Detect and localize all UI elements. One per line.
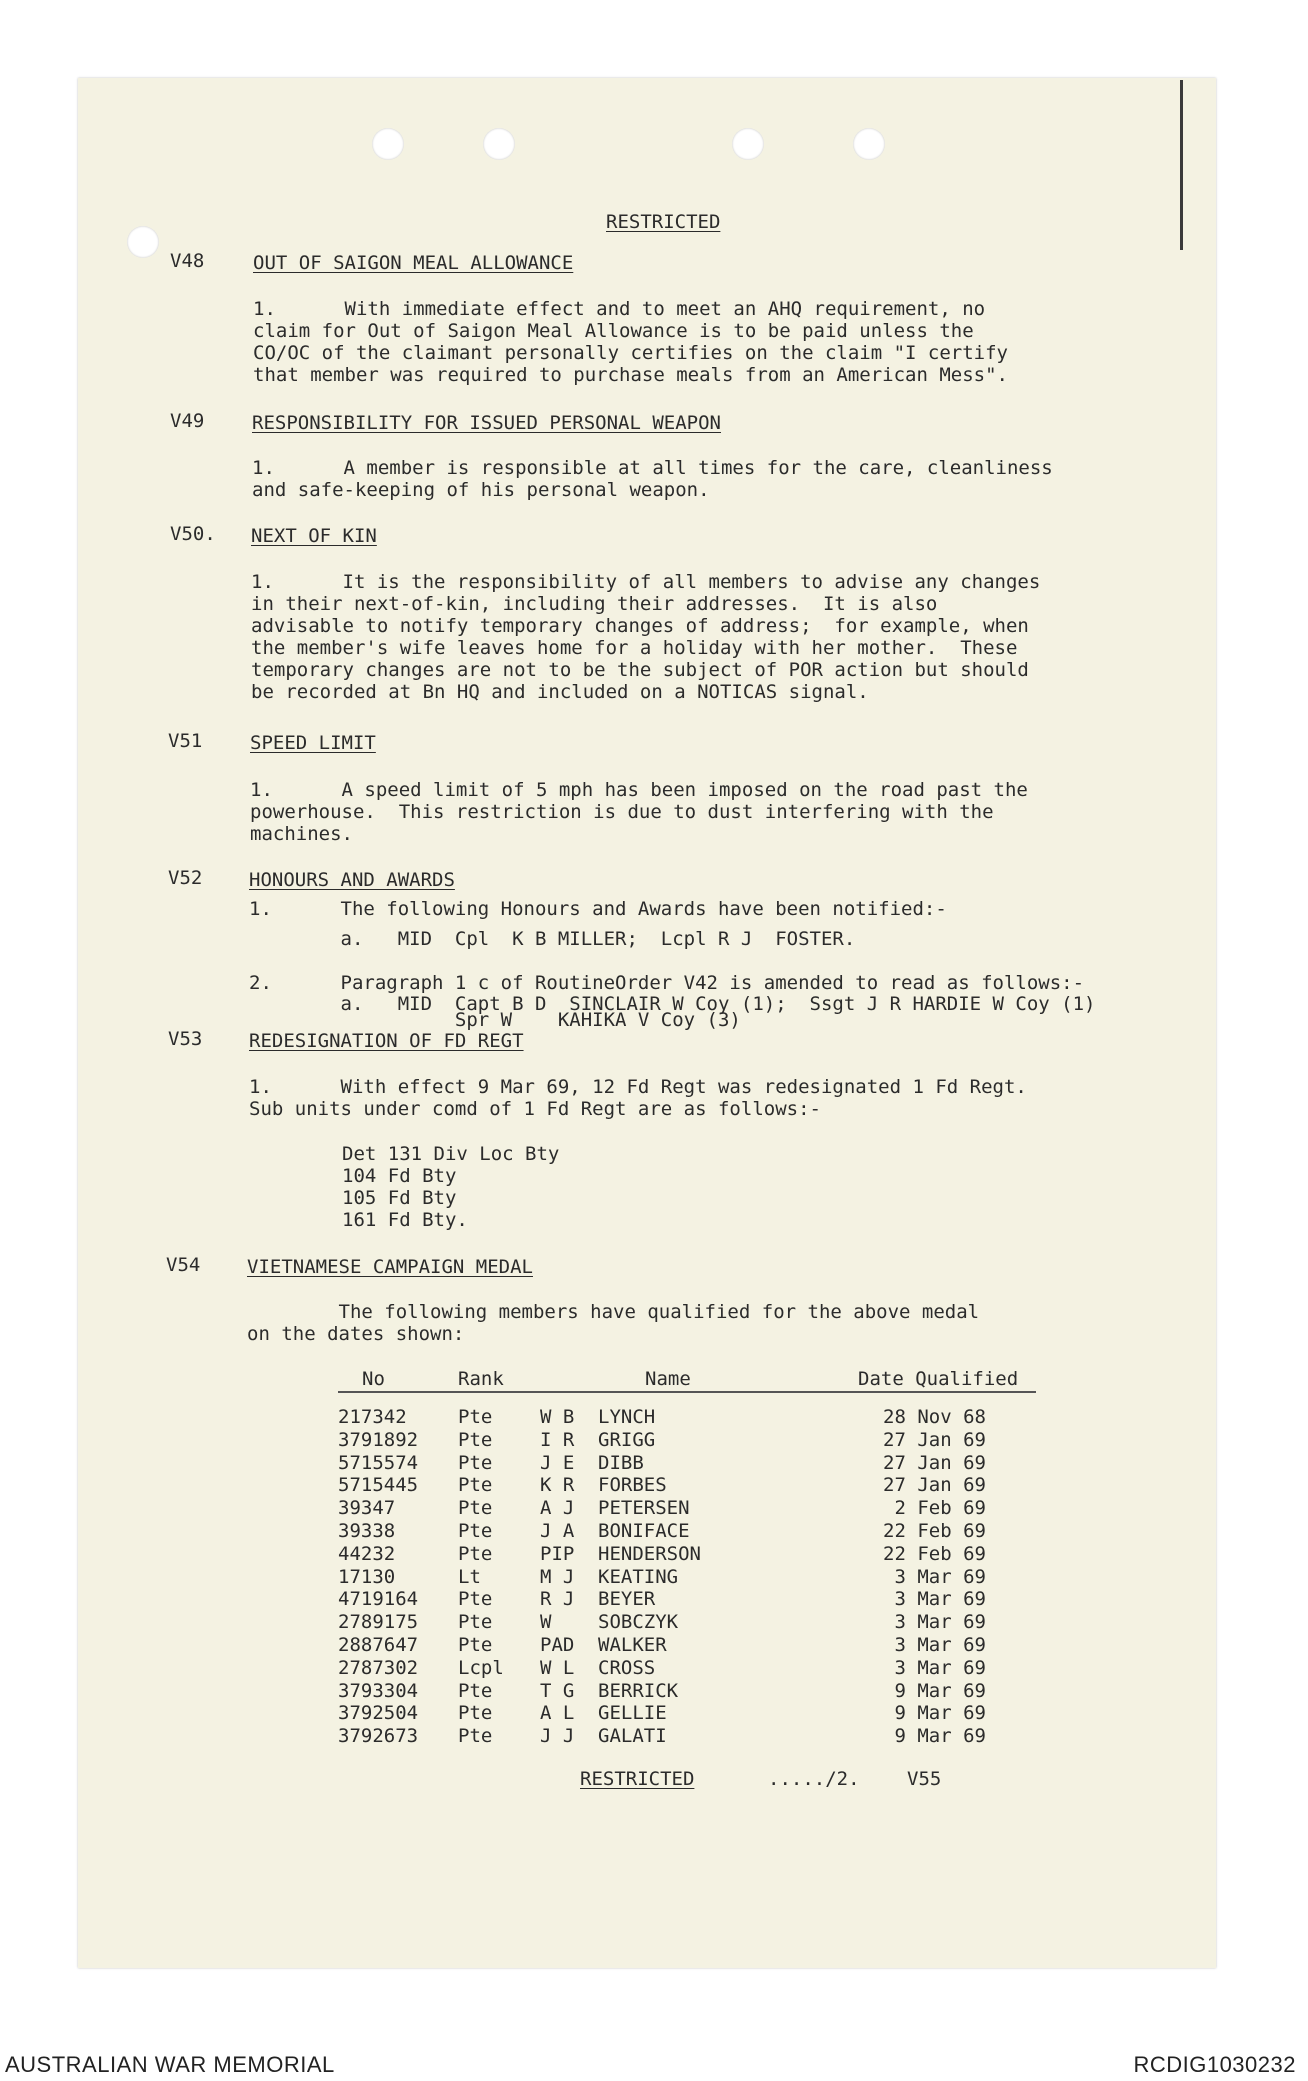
cell-initials: K R: [540, 1474, 575, 1497]
cell-initials: M J: [540, 1565, 575, 1588]
unit-item: 105 Fd Bty: [342, 1187, 457, 1209]
cell-rank: Lcpl: [458, 1656, 504, 1679]
cell-rank: Lt: [458, 1565, 481, 1588]
paragraph-line: 1. A member is responsible at all times for the care, cleanliness: [252, 457, 1053, 479]
cell-no: 3791892: [338, 1428, 419, 1451]
paragraph-line: Spr W KAHIKA V Coy (3): [249, 1009, 741, 1031]
column-header-date: Date Qualified: [858, 1368, 1019, 1390]
cell-surname: LYNCH: [598, 1406, 656, 1428]
cell-surname: KEATING: [598, 1565, 679, 1588]
cell-initials: W B: [540, 1406, 575, 1428]
paragraph-line: claim for Out of Saigon Meal Allowance is to be paid unless the: [253, 320, 974, 342]
paragraph-line: the member's wife leaves home for a holiday with her mother. These: [251, 637, 1018, 659]
cell-surname: BEYER: [598, 1588, 656, 1611]
paragraph-line: 2. Paragraph 1 c of RoutineOrder V42 is amended to read as follows:-: [249, 972, 1085, 994]
cell-surname: BERRICK: [598, 1679, 679, 1702]
cell-rank: Pte: [458, 1679, 493, 1702]
cell-date: 27 Jan 69: [883, 1451, 986, 1474]
cell-date: 9 Mar 69: [894, 1725, 986, 1748]
cell-surname: GALATI: [598, 1725, 667, 1748]
cell-no: 2787302: [338, 1656, 419, 1679]
punch-hole: [127, 226, 159, 258]
section-number: V49: [170, 410, 205, 432]
cell-rank: Pte: [458, 1520, 493, 1542]
cell-date: 2 Feb 69: [894, 1497, 986, 1520]
section-number: V52: [168, 867, 203, 889]
paragraph-line: a. MID Cpl K B MILLER; Lcpl R J FOSTER.: [249, 928, 856, 950]
punch-hole: [483, 128, 515, 160]
cell-surname: GRIGG: [598, 1428, 656, 1451]
section-title: RESPONSIBILITY FOR ISSUED PERSONAL WEAPON: [252, 412, 721, 434]
paragraph-line: 1. With effect 9 Mar 69, 12 Fd Regt was redesignated 1 Fd Regt.: [249, 1076, 1027, 1098]
punch-hole: [853, 128, 885, 160]
paragraph-line: be recorded at Bn HQ and included on a NOTICAS signal.: [251, 681, 869, 703]
cell-rank: Pte: [458, 1634, 493, 1656]
paragraph-line: 1. With immediate effect and to meet an AHQ requirement, no: [253, 298, 986, 320]
cell-rank: Pte: [458, 1588, 493, 1611]
section-number: V51: [168, 730, 203, 752]
cell-surname: SOBCZYK: [598, 1611, 679, 1634]
cell-no: 3792504: [338, 1702, 419, 1725]
cell-date: 3 Mar 69: [894, 1656, 986, 1679]
cell-date: 27 Jan 69: [883, 1428, 986, 1451]
cell-surname: GELLIE: [598, 1702, 667, 1725]
cell-no: 217342: [338, 1406, 407, 1428]
section-number: V50.: [170, 523, 216, 545]
unit-item: 104 Fd Bty: [342, 1165, 457, 1187]
cell-surname: WALKER: [598, 1634, 667, 1656]
cell-initials: I R: [540, 1428, 575, 1451]
cell-surname: FORBES: [598, 1474, 667, 1497]
archive-id: RCDIG1030232: [1133, 2052, 1296, 2077]
cell-initials: A L: [540, 1702, 575, 1725]
cell-initials: PIP: [540, 1542, 575, 1565]
section-title: VIETNAMESE CAMPAIGN MEDAL: [247, 1256, 533, 1278]
cell-no: 39338: [338, 1520, 396, 1542]
paragraph-line: Sub units under comd of 1 Fd Regt are as follows:-: [249, 1098, 821, 1120]
section-title: REDESIGNATION OF FD REGT: [249, 1030, 524, 1052]
paragraph-line: on the dates shown:: [247, 1323, 465, 1345]
column-header-no: No: [362, 1368, 385, 1390]
cell-no: 4719164: [338, 1588, 419, 1611]
cell-no: 3793304: [338, 1679, 419, 1702]
cell-date: 3 Mar 69: [894, 1611, 986, 1634]
cell-surname: CROSS: [598, 1656, 656, 1679]
cell-date: 22 Feb 69: [883, 1542, 986, 1565]
cell-initials: W L: [540, 1656, 575, 1679]
paragraph-line: in their next-of-kin, including their addresses. It is also: [251, 593, 938, 615]
cell-surname: PETERSEN: [598, 1497, 690, 1520]
section-title: HONOURS AND AWARDS: [249, 869, 455, 891]
cell-date: 28 Nov 68: [883, 1406, 986, 1428]
column-header-name: Name: [645, 1368, 691, 1390]
table-header-rule: [338, 1391, 1036, 1393]
cell-date: 9 Mar 69: [894, 1679, 986, 1702]
cell-no: 44232: [338, 1542, 396, 1565]
section-number: V53: [168, 1028, 203, 1050]
cell-rank: Pte: [458, 1406, 493, 1428]
column-header-rank: Rank: [458, 1368, 504, 1390]
punch-hole: [732, 128, 764, 160]
cell-no: 5715574: [338, 1451, 419, 1474]
cell-date: 3 Mar 69: [894, 1565, 986, 1588]
paragraph-line: 1. It is the responsibility of all members to advise any changes: [251, 571, 1041, 593]
cell-no: 2789175: [338, 1611, 419, 1634]
cell-rank: Pte: [458, 1611, 493, 1634]
cell-initials: J A: [540, 1520, 575, 1542]
paragraph-line: CO/OC of the claimant personally certifies on the claim "I certify: [253, 342, 1008, 364]
paragraph-line: that member was required to purchase meals from an American Mess".: [253, 364, 1008, 386]
section-title: OUT OF SAIGON MEAL ALLOWANCE: [253, 252, 574, 274]
cell-initials: J E: [540, 1451, 575, 1474]
cell-date: 27 Jan 69: [883, 1474, 986, 1497]
cell-initials: W: [540, 1611, 552, 1634]
punch-hole: [372, 128, 404, 160]
restricted-header: RESTRICTED: [606, 211, 721, 233]
cell-surname: BONIFACE: [598, 1520, 690, 1542]
cell-date: 3 Mar 69: [894, 1634, 986, 1656]
continuation-marker: ...../2.: [768, 1768, 860, 1790]
cell-no: 2887647: [338, 1634, 419, 1656]
section-title: NEXT OF KIN: [251, 525, 377, 547]
cell-date: 22 Feb 69: [883, 1520, 986, 1542]
cell-no: 3792673: [338, 1725, 419, 1748]
cell-rank: Pte: [458, 1451, 493, 1474]
cell-rank: Pte: [458, 1474, 493, 1497]
cell-initials: R J: [540, 1588, 575, 1611]
cell-date: 3 Mar 69: [894, 1588, 986, 1611]
cell-initials: PAD: [540, 1634, 575, 1656]
restricted-footer: RESTRICTED: [580, 1768, 695, 1790]
paragraph-line: and safe-keeping of his personal weapon.: [252, 479, 710, 501]
cell-surname: DIBB: [598, 1451, 644, 1474]
next-reference: V55: [907, 1768, 942, 1790]
paragraph-line: temporary changes are not to be the subject of POR action but should: [251, 659, 1029, 681]
cell-rank: Pte: [458, 1725, 493, 1748]
cell-initials: A J: [540, 1497, 575, 1520]
cell-rank: Pte: [458, 1542, 493, 1565]
paragraph-line: The following members have qualified for the above medal: [247, 1301, 980, 1323]
paragraph-line: 1. A speed limit of 5 mph has been imposed on the road past the: [250, 779, 1028, 801]
paragraph-line: machines.: [250, 823, 353, 845]
unit-item: 161 Fd Bty.: [342, 1209, 468, 1231]
paragraph-line: 1. The following Honours and Awards have been notified:-: [249, 898, 947, 920]
archive-source: AUSTRALIAN WAR MEMORIAL: [5, 2052, 335, 2077]
page-edge-mark: [1180, 80, 1183, 250]
cell-surname: HENDERSON: [598, 1542, 701, 1565]
section-title: SPEED LIMIT: [250, 732, 376, 754]
section-number: V54: [166, 1254, 201, 1276]
cell-rank: Pte: [458, 1497, 493, 1520]
cell-no: 39347: [338, 1497, 396, 1520]
paragraph-line: a. MID Capt B D SINCLAIR W Coy (1); Ssgt J R HARDIE W Coy (1): [249, 993, 1096, 1015]
paragraph-line: advisable to notify temporary changes of address; for example, when: [251, 615, 1029, 637]
cell-no: 5715445: [338, 1474, 419, 1497]
cell-no: 17130: [338, 1565, 396, 1588]
paragraph-line: powerhouse. This restriction is due to dust interfering with the: [250, 801, 994, 823]
cell-rank: Pte: [458, 1428, 493, 1451]
cell-initials: J J: [540, 1725, 575, 1748]
cell-initials: T G: [540, 1679, 575, 1702]
unit-item: Det 131 Div Loc Bty: [342, 1143, 560, 1165]
cell-date: 9 Mar 69: [894, 1702, 986, 1725]
section-number: V48: [170, 250, 205, 272]
cell-rank: Pte: [458, 1702, 493, 1725]
